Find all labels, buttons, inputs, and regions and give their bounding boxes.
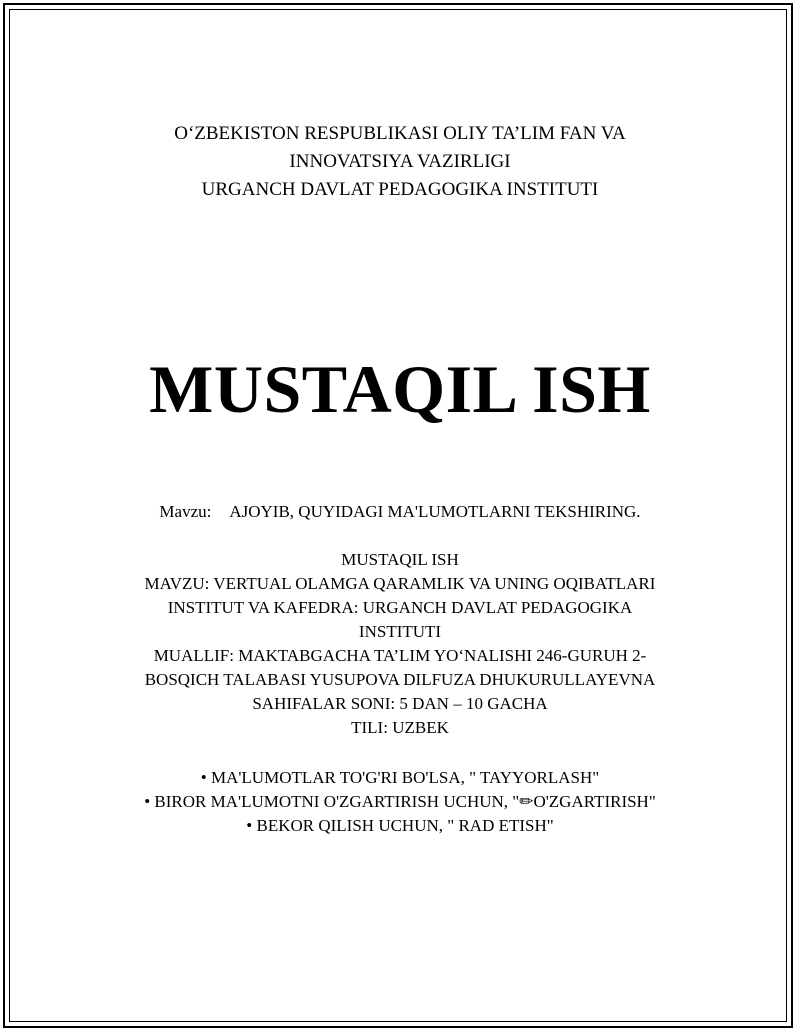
info-line-3: INSTITUT VA KAFEDRA: URGANCH DAVLAT PEDAGOGIKA bbox=[167, 598, 633, 617]
ministry-header bbox=[0, 120, 800, 204]
info-line-5: MUALLIF: MAKTABGACHA TA’LIM YO‘NALISHI 246-GURUH 2- bbox=[153, 646, 647, 665]
topic-label: Mavzu: bbox=[159, 502, 212, 521]
topic-row bbox=[0, 500, 800, 524]
info-line-7: SAHIFALAR SONI: 5 DAN – 10 GACHA bbox=[252, 694, 548, 713]
instruction-item-confirm: • MA'LUMOTLAR TO'G'RI BO'LSA, " TAYYORLASH" bbox=[200, 768, 600, 787]
header-line-3: URGANCH DAVLAT PEDAGOGIKA INSTITUTI bbox=[201, 179, 599, 200]
instruction-list bbox=[0, 766, 800, 838]
info-line-4: INSTITUTI bbox=[358, 622, 442, 641]
info-line-2: MAVZU: VERTUAL OLAMGA QARAMLIK VA UNING OQIBATLARI bbox=[144, 574, 656, 593]
document-title: MUSTAQIL ISH bbox=[149, 351, 651, 427]
topic-value: AJOYIB, QUYIDAGI MA'LUMOTLARNI TEKSHIRING. bbox=[229, 502, 641, 521]
document-info bbox=[0, 548, 800, 740]
instruction-item-cancel: • BEKOR QILISH UCHUN, " RAD ETISH" bbox=[246, 816, 554, 835]
info-line-6: BOSQICH TALABASI YUSUPOVA DILFUZA DHUKURULLAYEVNA bbox=[144, 670, 656, 689]
header-line-2: INNOVATSIYA VAZIRLIGI bbox=[289, 151, 511, 172]
header-line-1: O‘ZBEKISTON RESPUBLIKASI OLIY TA’LIM FAN VA bbox=[174, 123, 626, 144]
info-line-8: TILI: UZBEK bbox=[351, 718, 449, 737]
info-line-1: MUSTAQIL ISH bbox=[341, 550, 459, 569]
instruction-item-edit: • BIROR MA'LUMOTNI O'ZGARTIRISH UCHUN, "✏O'ZGARTIRISH" bbox=[144, 792, 656, 811]
